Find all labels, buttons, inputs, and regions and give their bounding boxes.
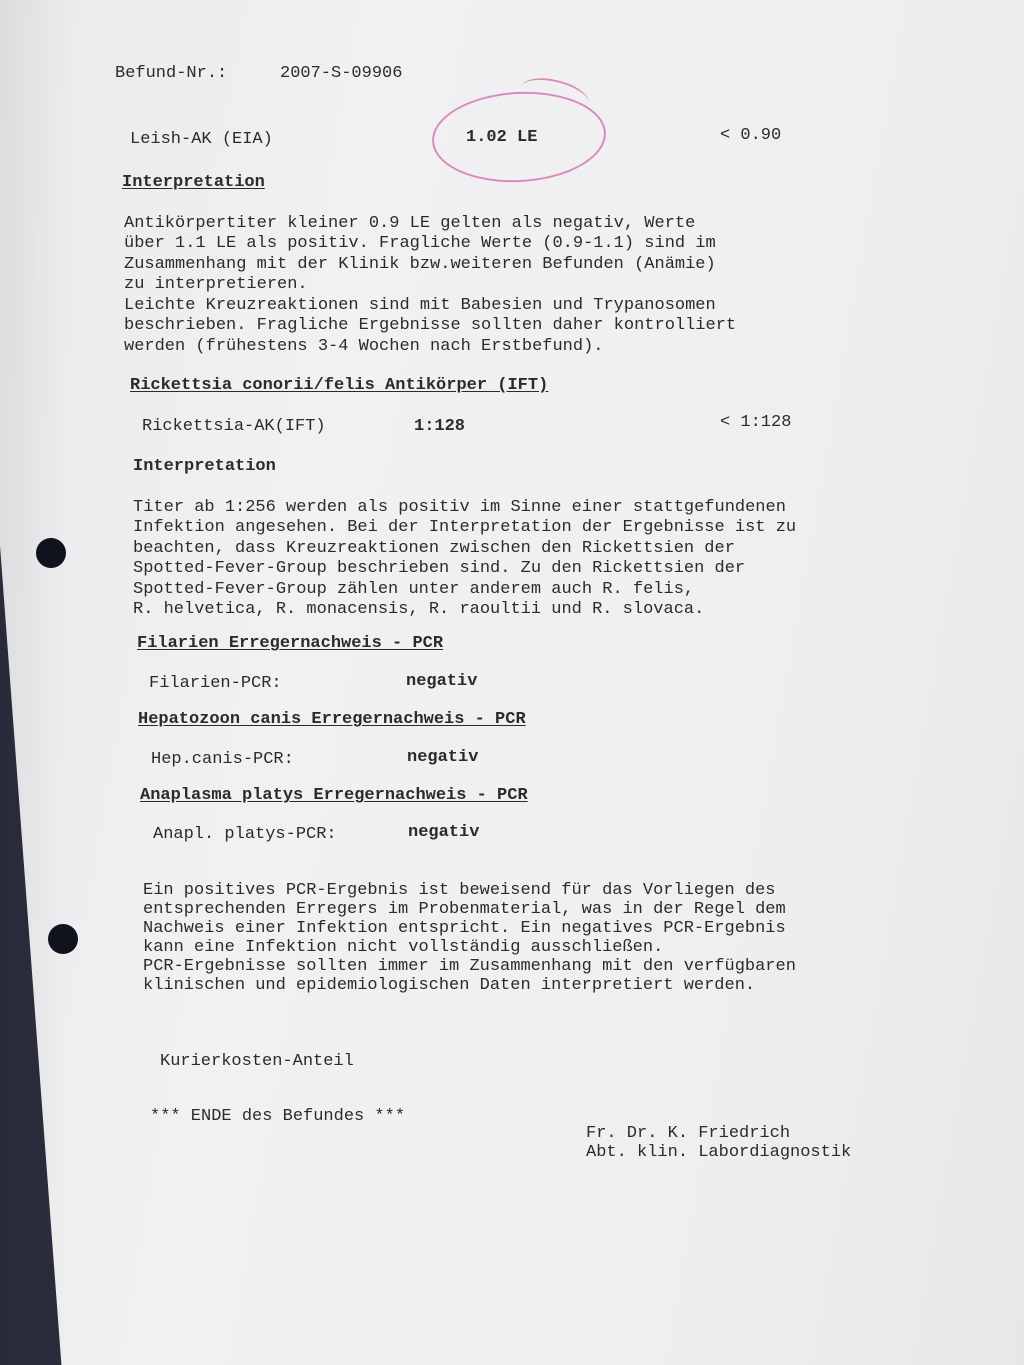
text-line: über 1.1 LE als positiv. Fragliche Werte (0.9-1.1) sind im xyxy=(124,234,716,253)
filarien-test-name: Filarien-PCR: xyxy=(149,674,282,693)
text-line: beachten, dass Kreuzreaktionen zwischen den Rickettsien der xyxy=(133,538,735,558)
end-of-report: *** ENDE des Befundes *** xyxy=(150,1107,406,1126)
rickettsia-value: 1:128 xyxy=(414,417,466,436)
text-line: Zusammenhang mit der Klinik bzw.weiteren Befunden (Anämie) xyxy=(124,254,716,274)
text-line: kann eine Infektion nicht vollständig ausschließen. xyxy=(143,938,664,957)
text-line: Ein positives PCR-Ergebnis ist beweisend für das Vorliegen des xyxy=(143,881,776,900)
befund-number: 2007-S-09906 xyxy=(280,64,403,83)
paper-shadow xyxy=(0,0,70,1365)
text-line: Infektion angesehen. Bei der Interpretation der Ergebnisse ist zu xyxy=(133,518,797,537)
rickettsia-test-name: Rickettsia-AK(IFT) xyxy=(142,417,326,436)
punch-hole-top xyxy=(36,538,66,568)
leish-value: 1.02 LE xyxy=(466,128,538,147)
text-line: beschrieben. Fragliche Ergebnisse sollten daher kontrolliert xyxy=(124,316,737,335)
leish-interpretation-text xyxy=(124,193,736,378)
leish-interpretation-title: Interpretation xyxy=(122,173,265,192)
text-line: Titer ab 1:256 werden als positiv im Sinne einer stattgefundenen xyxy=(133,497,786,517)
text-line: Spotted-Fever-Group beschrieben sind. Zu den Rickettsien der xyxy=(133,559,746,578)
rickettsia-reference: < 1:128 xyxy=(720,413,792,432)
rickettsia-interpretation-text xyxy=(133,477,796,641)
rickettsia-interpretation-title: Interpretation xyxy=(133,457,276,476)
text-line: werden (frühestens 3-4 Wochen nach Erstbefund). xyxy=(124,336,604,356)
text-line: Leichte Kreuzreaktionen sind mit Babesien und Trypanosomen xyxy=(124,295,716,315)
anaplasma-section-title: Anaplasma platys Erregernachweis - PCR xyxy=(140,786,528,805)
anaplasma-value: negativ xyxy=(408,823,480,842)
filarien-value: negativ xyxy=(406,672,478,691)
kurier-label: Kurierkosten-Anteil xyxy=(160,1052,354,1071)
text-line: zu interpretieren. xyxy=(124,275,308,294)
befund-label: Befund-Nr.: xyxy=(115,64,228,83)
hepatozoon-value: negativ xyxy=(407,748,479,767)
leish-reference: < 0.90 xyxy=(720,126,782,145)
signature-name: Fr. Dr. K. Friedrich xyxy=(586,1124,791,1143)
text-line: R. helvetica, R. monacensis, R. raoultii und R. slovaca. xyxy=(133,600,705,619)
hepatozoon-section-title: Hepatozoon canis Erregernachweis - PCR xyxy=(138,710,526,729)
hepatozoon-test-name: Hep.canis-PCR: xyxy=(151,750,294,769)
filarien-section-title: Filarien Erregernachweis - PCR xyxy=(137,634,444,653)
text-line: entsprechenden Erregers im Probenmaterial, was in der Regel dem xyxy=(143,900,786,919)
text-line: Antikörpertiter kleiner 0.9 LE gelten als negativ, Werte xyxy=(124,213,696,233)
anaplasma-test-name: Anapl. platys-PCR: xyxy=(153,825,337,844)
text-line: klinischen und epidemiologischen Daten interpretiert werden. xyxy=(143,976,756,995)
pcr-note-text xyxy=(143,862,796,1014)
rickettsia-section-title: Rickettsia conorii/felis Antikörper (IFT) xyxy=(130,376,549,395)
text-line: Nachweis einer Infektion entspricht. Ein negatives PCR-Ergebnis xyxy=(143,919,786,938)
leish-test-name: Leish-AK (EIA) xyxy=(130,130,273,149)
text-line: Spotted-Fever-Group zählen unter anderem auch R. felis, xyxy=(133,579,695,599)
signature-department: Abt. klin. Labordiagnostik xyxy=(586,1143,852,1162)
punch-hole-bottom xyxy=(48,924,78,954)
text-line: PCR-Ergebnisse sollten immer im Zusammenhang mit den verfügbaren xyxy=(143,957,796,976)
